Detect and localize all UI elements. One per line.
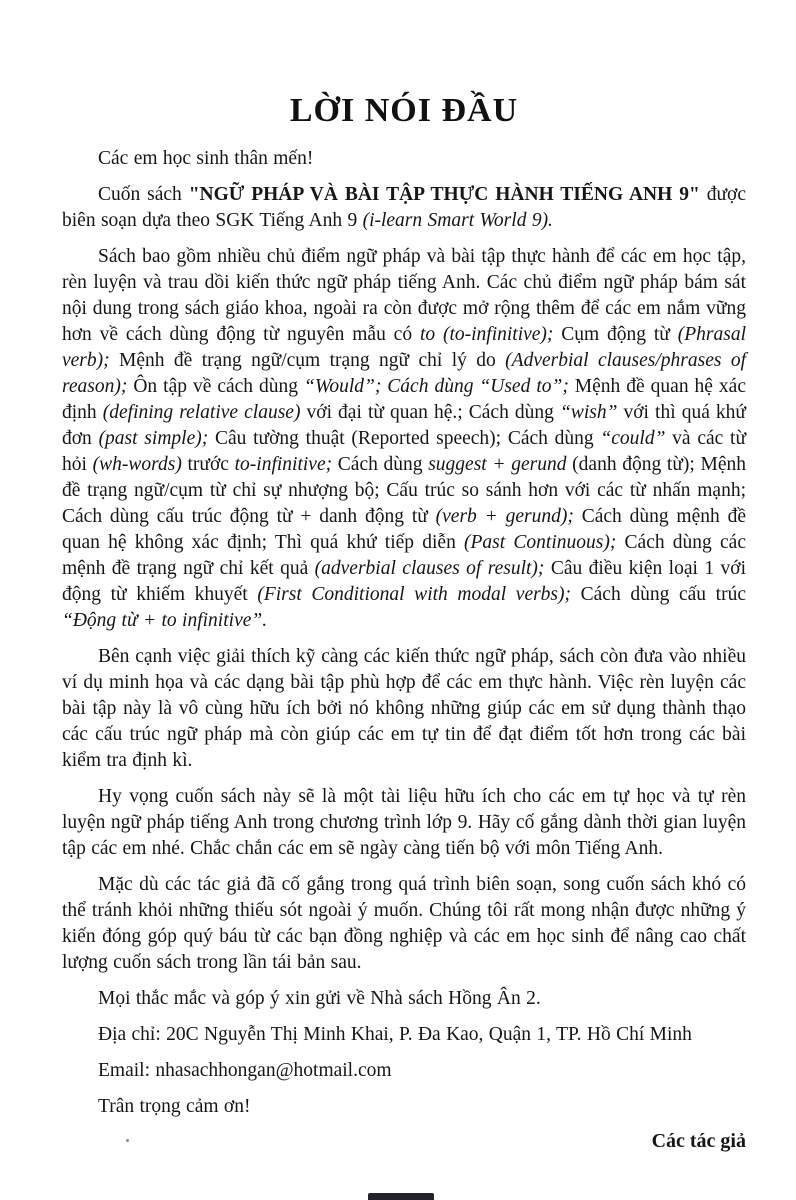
- text-run: và các từ hỏi: [62, 428, 747, 475]
- text-run: “could”: [600, 428, 666, 449]
- paragraph: [62, 784, 746, 862]
- text-run: Sách bao gồm nhiều chủ điểm ngữ pháp và bài tập thực hành để các em học tập, rèn luyện và trau dồi kiến thức ngữ pháp tiếng Anh. Các chủ điểm ngữ pháp bám sát nội dung trong sách giáo khoa, ngoài ra còn được mở rộng thêm để các em nắm vững hơn về cách dùng động từ nguyên mẫu có: [62, 246, 746, 345]
- text-run: (Past Continuous);: [464, 532, 617, 553]
- text-run: "NGỮ PHÁP VÀ BÀI TẬP THỰC HÀNH TIẾNG ANH 9": [188, 184, 700, 205]
- page-number-box-partial: [368, 1193, 434, 1200]
- paragraph: [62, 182, 746, 234]
- text-run: to-infinitive;: [234, 454, 333, 475]
- paragraph: [62, 986, 746, 1012]
- text-run: Bên cạnh việc giải thích kỹ càng các kiến thức ngữ pháp, sách còn đưa vào nhiều ví dụ minh họa và các dạng bài tập phù hợp để các em thực hành. Việc rèn luyện các bài tập này là vô cùng hữu ích bởi nó không những giúp các em sử dụng thành thạo các cấu trúc ngữ pháp mà còn giúp các em tự tin để đạt điểm tốt hơn trong các bài kiểm tra định kì.: [62, 646, 746, 771]
- text-run: trước: [181, 454, 235, 475]
- text-run: Địa chỉ: 20C Nguyễn Thị Minh Khai, P. Đa Kao, Quận 1, TP. Hồ Chí Minh: [98, 1024, 692, 1045]
- text-run: Trân trọng cảm ơn!: [98, 1096, 251, 1117]
- scan-speck: [126, 1139, 129, 1142]
- paragraph: [62, 1094, 746, 1120]
- page-title: LỜI NÓI ĐẦU: [289, 92, 519, 129]
- text-run: với đại từ quan hệ.; Cách dùng: [300, 402, 560, 423]
- text-run: (Adverbial clauses/phrases of reason);: [62, 350, 746, 397]
- text-run: Ôn tập về cách dùng: [127, 376, 305, 397]
- text-run: (defining relative clause): [102, 402, 301, 423]
- text-run: “Động từ + to infinitive”.: [62, 610, 268, 631]
- text-run: (i-learn Smart World 9).: [362, 210, 553, 231]
- preface-paragraphs: [62, 146, 746, 1120]
- text-run: Cụm động từ: [553, 324, 678, 345]
- text-run: (Phrasal verb);: [62, 324, 746, 371]
- text-run: được biên soạn dựa theo SGK Tiếng Anh 9: [62, 184, 746, 231]
- paragraph: [62, 872, 746, 976]
- text-run: (First Conditional with modal verbs);: [257, 584, 572, 605]
- paragraph: [62, 244, 746, 634]
- text-run: với thì quá khứ đơn: [62, 402, 746, 449]
- text-run: Cách dùng các mệnh đề trạng ngữ chỉ kết quả: [62, 532, 746, 579]
- text-run: Mọi thắc mắc và góp ý xin gửi về Nhà sách Hồng Ân 2.: [98, 988, 541, 1009]
- paragraph: [62, 644, 746, 774]
- text-run: suggest + gerund: [428, 454, 567, 475]
- text-run: (verb + gerund);: [435, 506, 574, 527]
- text-run: Cách dùng: [332, 454, 429, 475]
- author-signature: Các tác giả: [651, 1130, 746, 1152]
- paragraph: [62, 146, 746, 172]
- text-run: Cách dùng cấu trúc: [571, 584, 746, 605]
- text-run: (adverbial clauses of result);: [314, 558, 545, 579]
- text-run: Các em học sinh thân mến!: [98, 148, 314, 169]
- text-run: Mệnh đề quan hệ xác định: [62, 376, 746, 423]
- text-run: Hy vọng cuốn sách này sẽ là một tài liệu hữu ích cho các em tự học và tự rèn luyện ngữ pháp tiếng Anh trong chương trình lớp 9. Hãy cố gắng dành thời gian luyện tập các em nhé. Chắc chắn các em sẽ ngày càng tiến bộ với môn Tiếng Anh.: [62, 786, 746, 859]
- text-run: Cuốn sách: [98, 184, 189, 205]
- text-run: Mặc dù các tác giả đã cố gắng trong quá trình biên soạn, song cuốn sách khó có thể tránh khỏi những thiếu sót ngoài ý muốn. Chúng tôi rất mong nhận được những ý kiến đóng góp quý báu từ các bạn đồng nghiệp và các em học sinh để nâng cao chất lượng cuốn sách trong lần tái bản sau.: [62, 874, 746, 973]
- text-run: to (to-infinitive);: [419, 324, 554, 345]
- text-run: Email: nhasachhongan@hotmail.com: [98, 1060, 392, 1081]
- text-run: Mệnh đề trạng ngữ/cụm trạng ngữ chỉ lý do: [109, 350, 506, 371]
- text-run: Câu điều kiện loại 1 với động từ khiếm khuyết: [62, 558, 747, 605]
- text-run: “wish”: [559, 402, 618, 423]
- text-run: (danh động từ); Mệnh đề trạng ngữ/cụm từ chỉ sự nhượng bộ; Cấu trúc so sánh hơn với các từ nhấn mạnh; Cách dùng cấu trúc động từ + danh động từ: [62, 454, 746, 527]
- paragraph: [62, 1022, 746, 1048]
- text-run: (past simple);: [98, 428, 209, 449]
- paragraph: [62, 1058, 746, 1084]
- text-run: (wh-words): [92, 454, 182, 475]
- text-run: Câu tường thuật (Reported speech); Cách dùng: [208, 428, 601, 449]
- text-run: “Would”; Cách dùng “Used to”;: [304, 376, 569, 397]
- text-run: Cách dùng mệnh đề quan hệ không xác định; Thì quá khứ tiếp diễn: [62, 506, 746, 553]
